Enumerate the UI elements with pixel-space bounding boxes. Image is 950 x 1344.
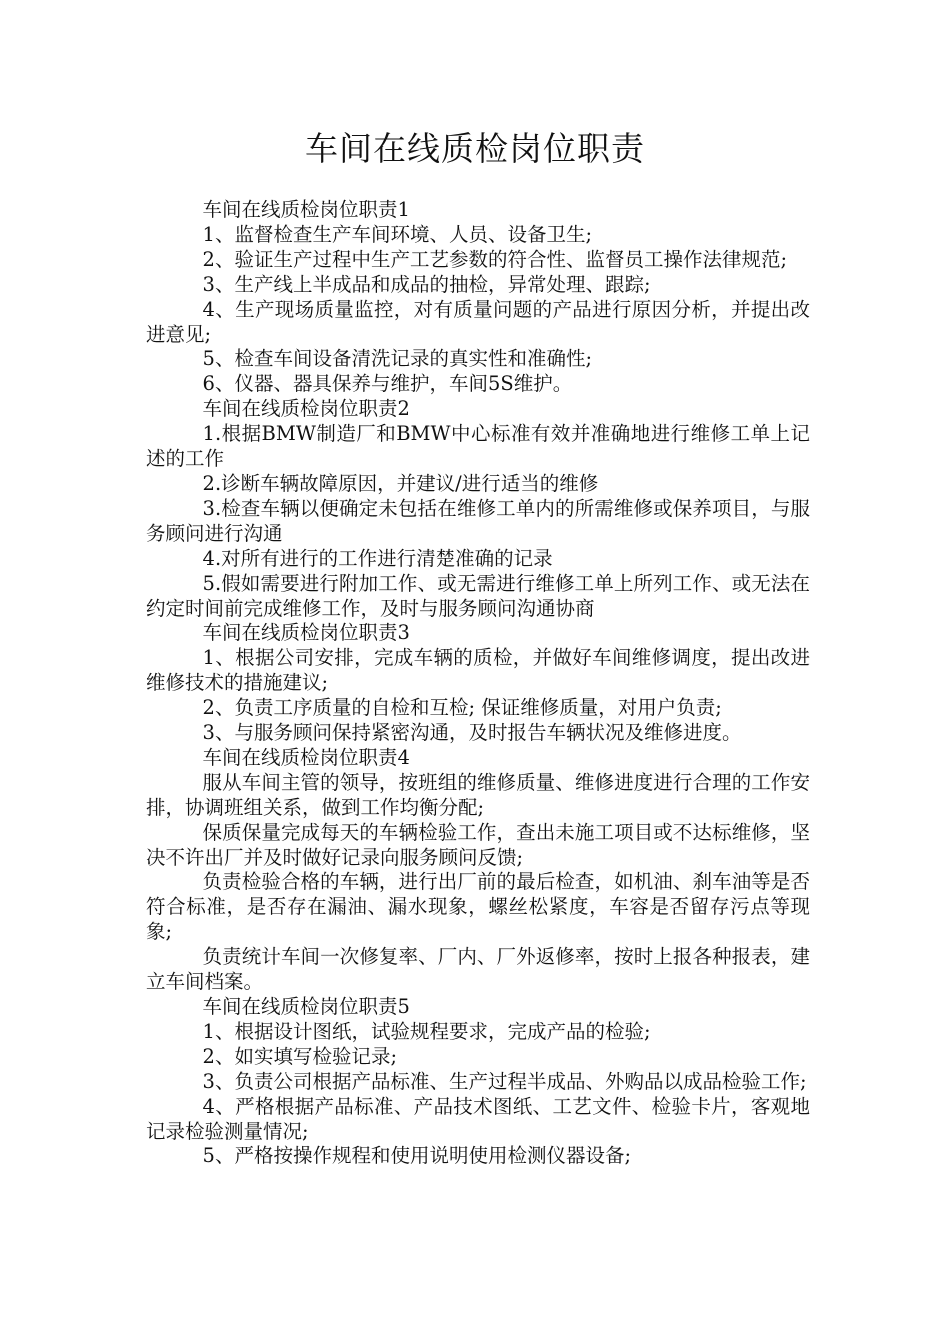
paragraph: 5、检查车间设备清洗记录的真实性和准确性; bbox=[202, 347, 593, 371]
section-heading-5: 车间在线质检岗位职责5 bbox=[202, 995, 410, 1018]
paragraph: 2、负责工序质量的自检和互检; 保证维修质量，对用户负责; bbox=[202, 696, 722, 720]
page-title: 车间在线质检岗位职责 bbox=[305, 129, 645, 168]
paragraph: 3、负责公司根据产品标准、生产过程半成品、外购品以成品检验工作; bbox=[202, 1069, 807, 1093]
paragraph: 2、验证生产过程中生产工艺参数的符合性、监督员工操作法律规范; bbox=[202, 247, 788, 271]
paragraph: 5.假如需要进行附加工作、或无需进行维修工单上所列工作、或无法在约定时间前完成维修工作，及时与服务顾问沟通协商 bbox=[146, 571, 810, 620]
section-heading-2: 车间在线质检岗位职责2 bbox=[202, 397, 410, 421]
paragraph: 3.检查车辆以便确定未包括在维修工单内的所需维修或保养项目，与服务顾问进行沟通 bbox=[146, 496, 810, 545]
paragraph: 1、根据公司安排，完成车辆的质检，并做好车间维修调度，提出改进维修技术的措施建议; bbox=[146, 646, 810, 695]
paragraph: 1、监督检查生产车间环境、人员、设备卫生; bbox=[202, 222, 593, 246]
paragraph: 负责检验合格的车辆，进行出厂前的最后检查，如机油、刹车油等是否符合标准，是否存在漏油、漏水现象，螺丝松紧度，车容是否留存污点等现象; bbox=[146, 870, 810, 944]
paragraph: 4、严格根据产品标准、产品技术图纸、工艺文件、检验卡片，客观地记录检验测量情况; bbox=[146, 1094, 810, 1143]
paragraph: 5、严格按操作规程和使用说明使用检测仪器设备; bbox=[202, 1144, 632, 1168]
paragraph: 1.根据BMW制造厂和BMW中心标准有效并准确地进行维修工单上记述的工作 bbox=[146, 422, 810, 471]
document-body bbox=[146, 198, 810, 1169]
paragraph: 3、生产线上半成品和成品的抽检，异常处理、跟踪; bbox=[202, 272, 651, 296]
section-heading-3: 车间在线质检岗位职责3 bbox=[202, 621, 410, 645]
section-heading-1: 车间在线质检岗位职责1 bbox=[202, 198, 410, 221]
paragraph: 6、仪器、器具保养与维护，车间5S维护。 bbox=[202, 372, 573, 396]
paragraph: 服从车间主管的领导，按班组的维修质量、维修进度进行合理的工作安排，协调班组关系，做到工作均衡分配; bbox=[146, 770, 810, 819]
paragraph: 负责统计车间一次修复率、厂内、厂外返修率，按时上报各种报表，建立车间档案。 bbox=[146, 945, 810, 994]
paragraph: 3、与服务顾问保持紧密沟通，及时报告车辆状况及维修进度。 bbox=[202, 721, 742, 745]
paragraph: 2.诊断车辆故障原因，并建议/进行适当的维修 bbox=[202, 471, 599, 495]
paragraph: 4、生产现场质量监控，对有质量问题的产品进行原因分析，并提出改进意见; bbox=[146, 297, 810, 346]
section-heading-4: 车间在线质检岗位职责4 bbox=[202, 745, 410, 769]
paragraph: 4.对所有进行的工作进行清楚准确的记录 bbox=[202, 546, 553, 570]
paragraph: 保质保量完成每天的车辆检验工作，查出未施工项目或不达标维修，坚决不许出厂并及时做好记录向服务顾问反馈; bbox=[146, 820, 810, 869]
paragraph: 2、如实填写检验记录; bbox=[202, 1044, 398, 1068]
paragraph: 1、根据设计图纸，试验规程要求，完成产品的检验; bbox=[202, 1019, 651, 1043]
